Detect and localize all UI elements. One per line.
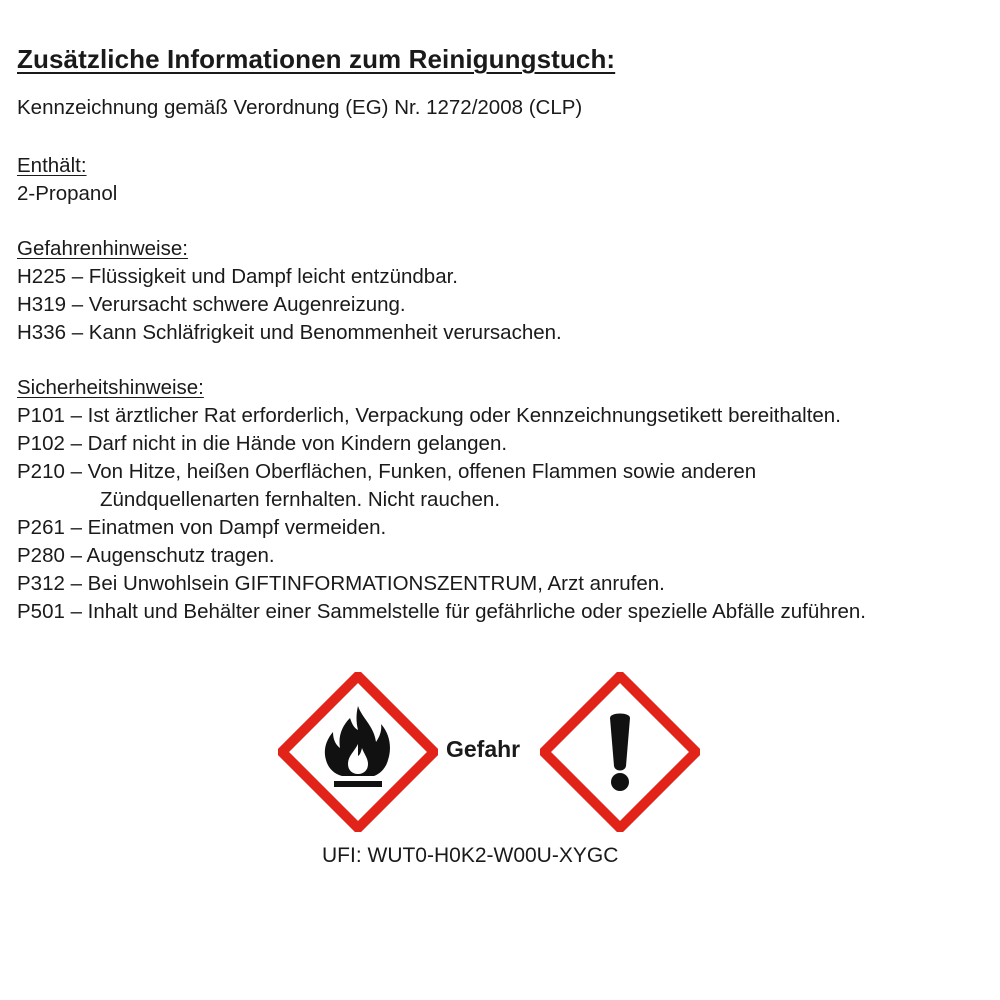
flame-icon	[278, 672, 438, 832]
hazard-statement-h225: H225 – Flüssigkeit und Dampf leicht entzündbar.	[17, 265, 459, 288]
precautionary-statement-p101: P101 – Ist ärztlicher Rat erforderlich, Verpackung oder Kennzeichnungsetikett bereithalten.	[17, 404, 841, 427]
contains-heading: Enthält:	[17, 154, 87, 177]
precautionary-statement-p280: P280 – Augenschutz tragen.	[17, 544, 275, 567]
regulation-text: Kennzeichnung gemäß Verordnung (EG) Nr. 1272/2008 (CLP)	[17, 96, 583, 119]
precautionary-statement-p210-continued: Zündquellenarten fernhalten. Nicht rauchen.	[100, 488, 501, 511]
ingredient-item: 2-Propanol	[17, 182, 118, 205]
hazard-statement-h336: H336 – Kann Schläfrigkeit und Benommenheit verursachen.	[17, 321, 562, 344]
hazard-statement-h319: H319 – Verursacht schwere Augenreizung.	[17, 293, 406, 316]
precautionary-statement-p501: P501 – Inhalt und Behälter einer Sammelstelle für gefährliche oder spezielle Abfälle zuführen.	[17, 600, 866, 623]
precautionary-statements-heading: Sicherheitshinweise:	[17, 376, 204, 399]
precautionary-statement-p102: P102 – Darf nicht in die Hände von Kindern gelangen.	[17, 432, 508, 455]
ufi-code: UFI: WUT0-H0K2-W00U-XYGC	[322, 844, 619, 867]
exclamation-mark-icon	[540, 672, 700, 832]
signal-word: Gefahr	[446, 736, 521, 762]
precautionary-statement-p261: P261 – Einatmen von Dampf vermeiden.	[17, 516, 387, 539]
precautionary-statement-p210: P210 – Von Hitze, heißen Oberflächen, Funken, offenen Flammen sowie anderen	[17, 460, 757, 483]
page-title: Zusätzliche Informationen zum Reinigungstuch:	[17, 44, 616, 74]
precautionary-statement-p312: P312 – Bei Unwohlsein GIFTINFORMATIONSZENTRUM, Arzt anrufen.	[17, 572, 665, 595]
hazard-statements-heading: Gefahrenhinweise:	[17, 237, 188, 260]
